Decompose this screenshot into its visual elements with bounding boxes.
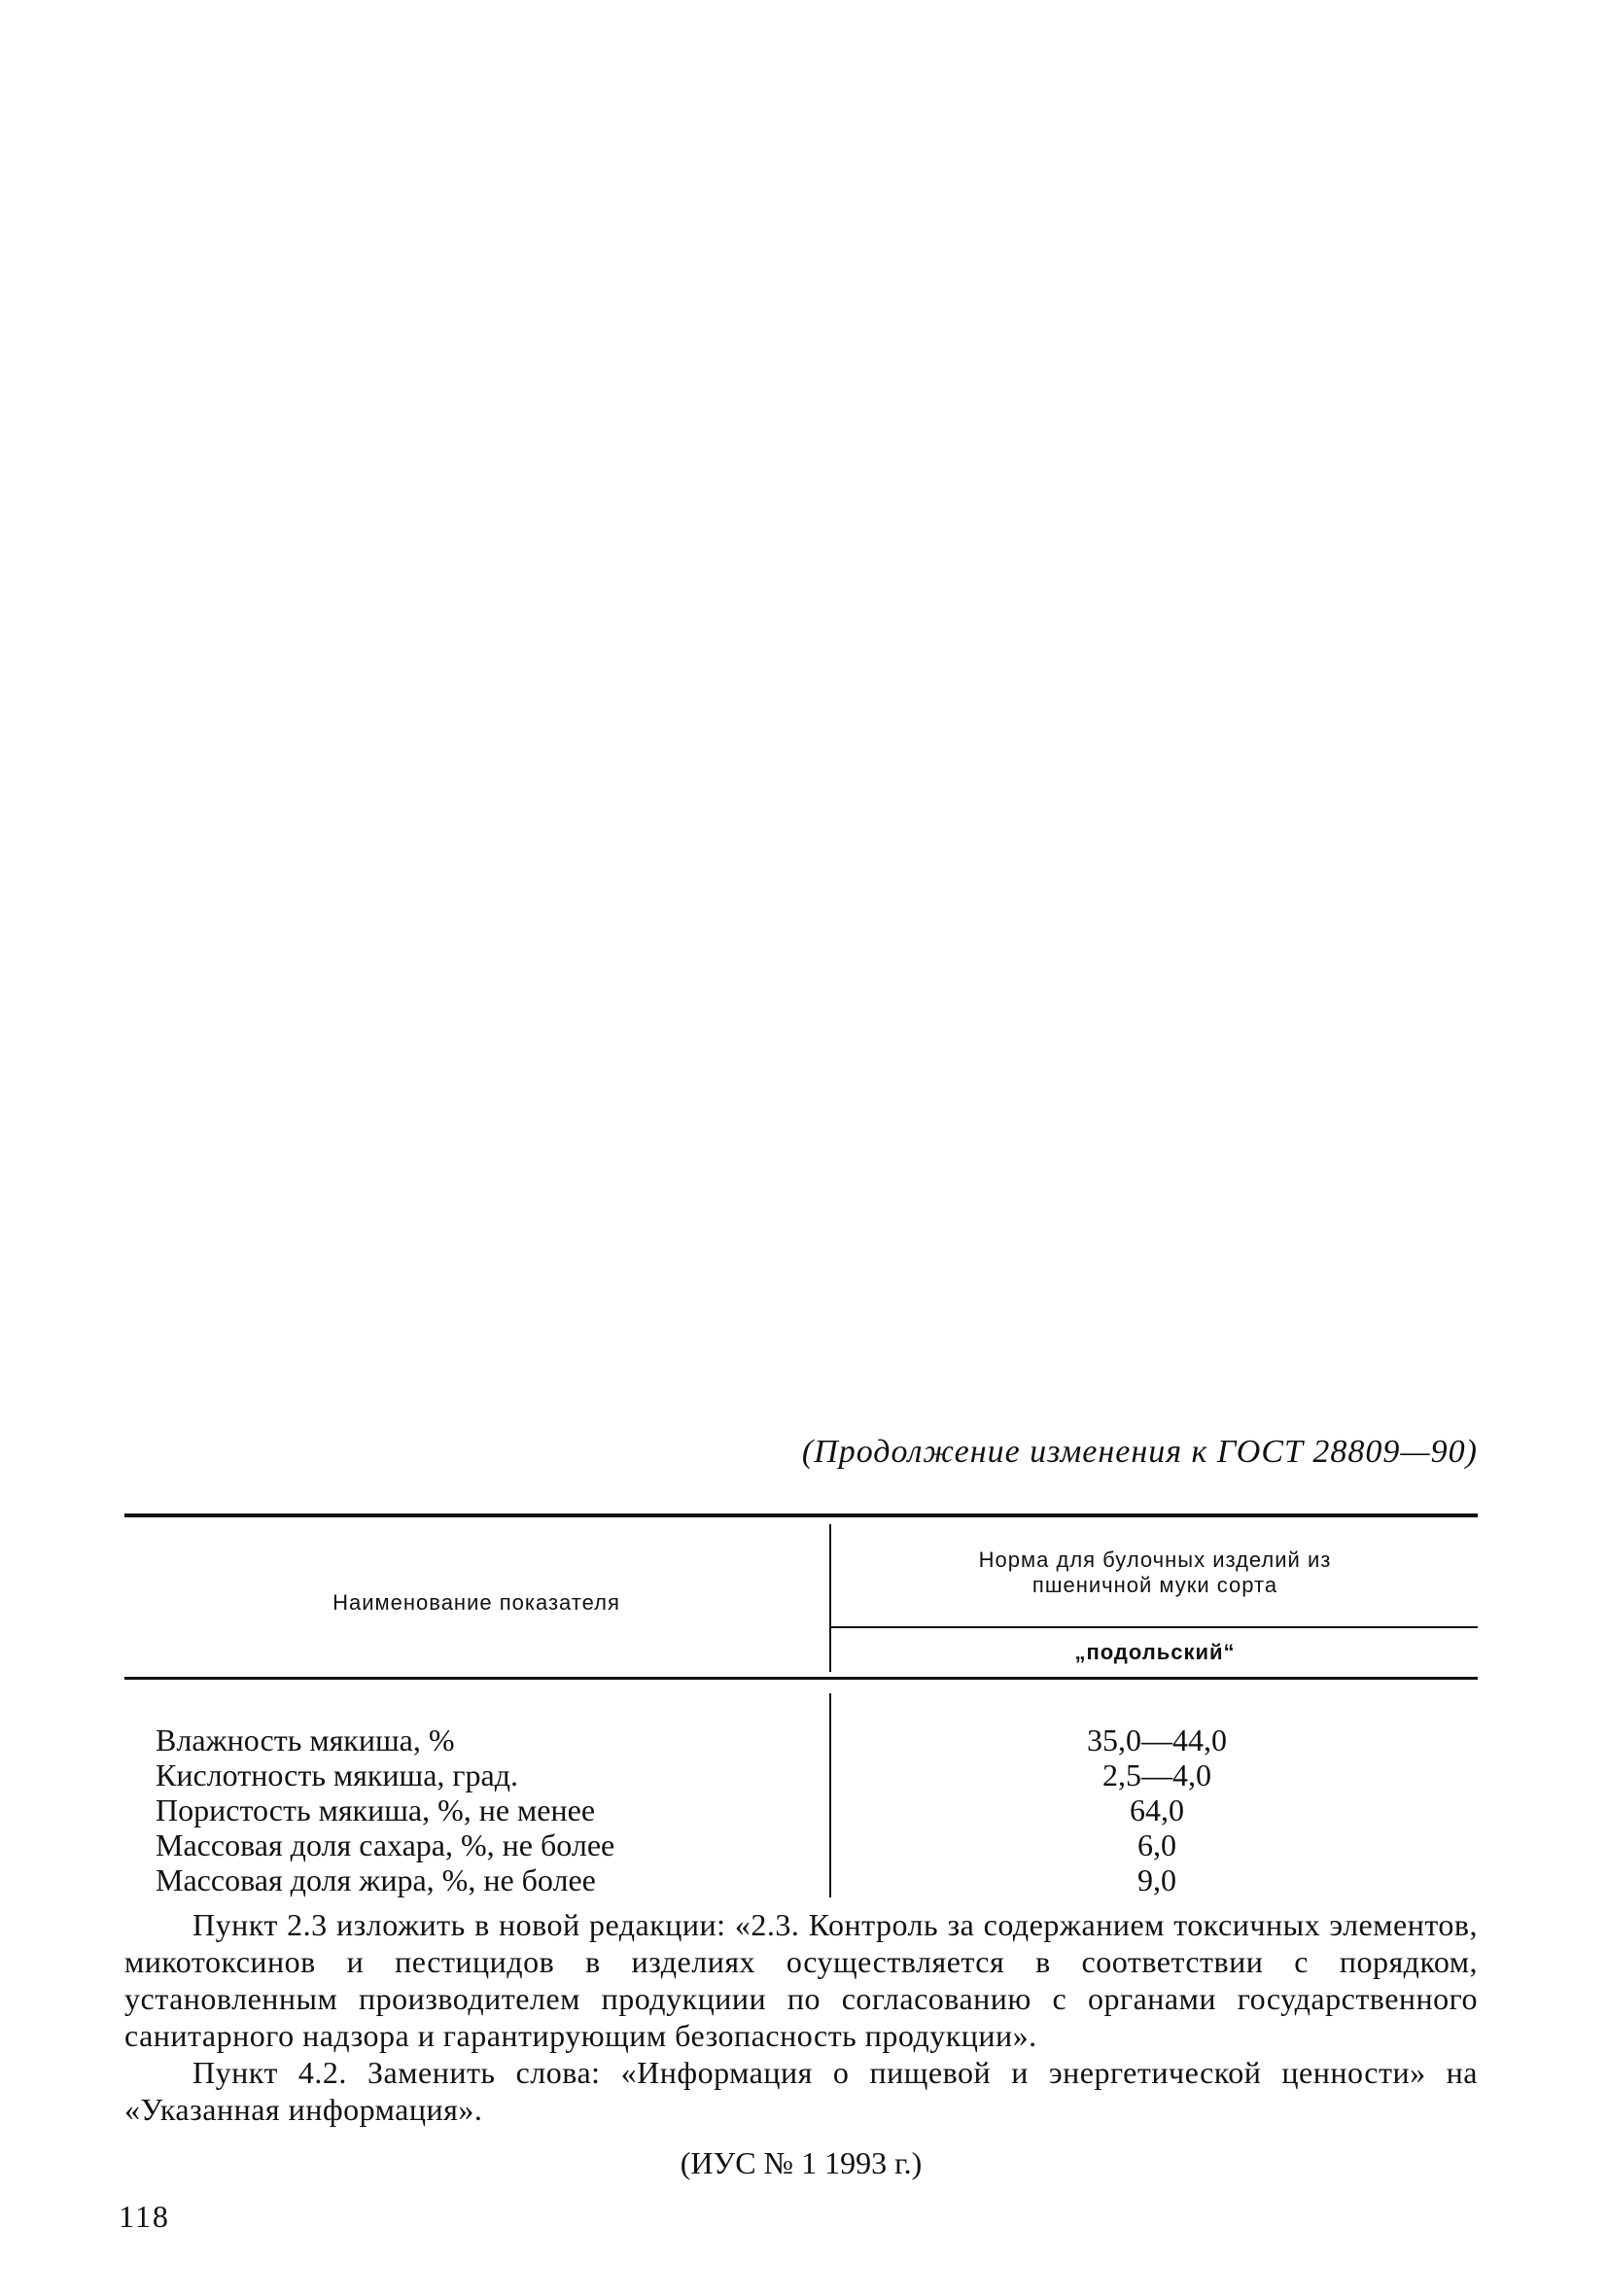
table-body	[156, 1722, 1478, 1897]
table-row	[156, 1757, 1478, 1792]
table-row	[156, 1862, 1478, 1897]
row-indicator-value: 35,0—44,0	[1087, 1722, 1227, 1757]
row-indicator-value: 6,0	[1137, 1827, 1176, 1862]
table-header-variety: „подольский“	[1074, 1640, 1236, 1664]
paragraph-2-3: Пункт 2.3 изложить в новой редакции: «2.3. Контроль за содержанием токсичных элементов, микотоксинов и пестицидов в изделиях осуществляется в соответствии с порядком, установленным производителем продукциии по согласованию с органами государственного санитарного надзора и гарантирующим безопасность продукции».	[124, 1907, 1478, 2053]
page-title: (Продолжение изменения к ГОСТ 28809—90)	[801, 1434, 1478, 1470]
row-indicator-name: Массовая доля сахара, %, не более	[156, 1827, 615, 1862]
amendment-text	[124, 1906, 1478, 2128]
table-header-indicator: Наименование показателя	[332, 1590, 620, 1615]
table-header-norm-line: Норма для булочных изделий из	[978, 1548, 1332, 1572]
table-top-rule	[124, 1513, 1478, 1517]
row-indicator-name: Массовая доля жира, %, не более	[156, 1862, 596, 1897]
table-header-bottom-rule	[124, 1677, 1478, 1680]
paragraph-4-2: Пункт 4.2. Заменить слова: «Информация о пищевой и энергетической ценности» на «Указанная информация».	[124, 2055, 1478, 2127]
page-number: 118	[119, 2199, 170, 2234]
table-row	[156, 1827, 1478, 1862]
row-indicator-name: Влажность мякиша, %	[156, 1722, 455, 1757]
table-subheader-rule	[831, 1626, 1478, 1628]
table-row	[156, 1722, 1478, 1757]
table-header-norm	[834, 1548, 1476, 1598]
publication-reference: (ИУС № 1 1993 г.)	[680, 2145, 923, 2180]
row-indicator-name: Пористость мякиша, %, не менее	[156, 1792, 596, 1827]
row-indicator-value: 9,0	[1137, 1862, 1176, 1897]
table-header-norm-line: пшеничной муки сорта	[1031, 1573, 1278, 1597]
table-header-divider	[829, 1524, 831, 1672]
row-indicator-value: 64,0	[1130, 1792, 1184, 1827]
table-row	[156, 1792, 1478, 1827]
row-indicator-name: Кислотность мякиша, град.	[156, 1757, 518, 1792]
row-indicator-value: 2,5—4,0	[1102, 1757, 1211, 1792]
